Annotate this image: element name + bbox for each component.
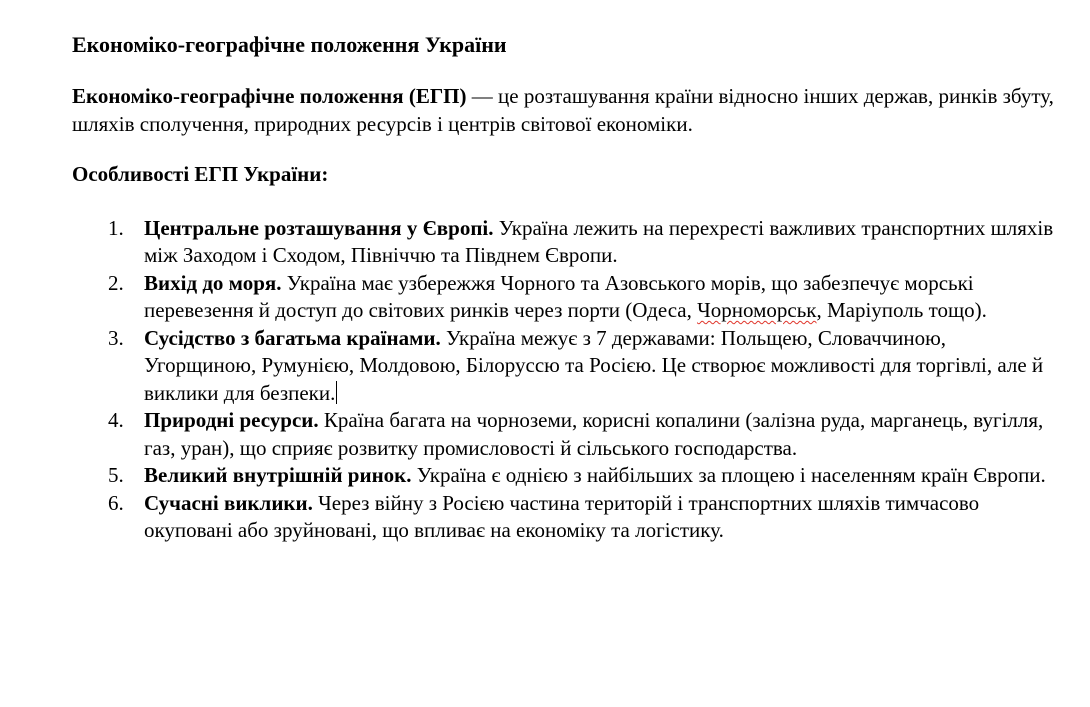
intro-term: Економіко-географічне положення (ЕГП) bbox=[72, 84, 467, 108]
document-title: Економіко-географічне положення України bbox=[72, 32, 507, 57]
list-item-title: Природні ресурси. bbox=[144, 408, 319, 432]
list-number: 4. bbox=[108, 408, 124, 432]
list-item-text: Країна багата на чорноземи, корисні копалини (залізна руда, марганець, вугілля, газ, уран), що сприяє розвитку промисловості й сільського господарства. bbox=[144, 408, 1044, 460]
list-item bbox=[72, 325, 1062, 408]
list-item bbox=[72, 407, 1062, 462]
list-number: 5. bbox=[108, 463, 124, 487]
list-item-title: Сучасні виклики. bbox=[144, 490, 313, 515]
spellcheck-flagged-word[interactable]: Чорноморськ bbox=[697, 298, 817, 322]
list-item-title: Центральне розташування у Європі. bbox=[144, 215, 494, 240]
list-number: 3. bbox=[108, 325, 124, 350]
document-page[interactable] bbox=[72, 30, 1062, 545]
list-item-text: Україна лежить на перехресті важливих транспортних шляхів між Заходом і Сходом, Північчю та Півднем Європи. bbox=[144, 215, 1054, 267]
features-list bbox=[72, 215, 1062, 545]
list-number: 1. bbox=[108, 215, 124, 240]
list-item-text-end: , Маріуполь тощо). bbox=[816, 298, 987, 322]
list-item-title: Сусідство з багатьма країнами. bbox=[144, 325, 441, 350]
list-item bbox=[72, 462, 1062, 490]
list-item bbox=[72, 490, 1062, 545]
text-cursor bbox=[336, 381, 337, 404]
list-item-text: Україна має узбережжя Чорного та Азовського морів, що забезпечує морські перевезення й доступ до світових ринків через порти (Одеса, bbox=[144, 270, 974, 322]
list-number: 2. bbox=[108, 270, 124, 295]
list-item-text: Україна межує з 7 державами: Польщею, Словаччиною, Угорщиною, Румунією, Молдовою, Білоруссю та Росією. Це створює можливості для торгівлі, але й виклики для безпеки. bbox=[144, 325, 1044, 405]
list-item-text: Через війну з Росією частина територій і транспортних шляхів тимчасово окуповані або зруйновані, що впливає на економіку та логістику. bbox=[144, 490, 980, 542]
list-item bbox=[72, 215, 1062, 270]
list-item bbox=[72, 270, 1062, 325]
list-number: 6. bbox=[108, 490, 124, 515]
list-item-title: Вихід до моря. bbox=[144, 270, 282, 295]
features-heading: Особливості ЕГП України: bbox=[72, 162, 329, 186]
list-item-text: Україна є однією з найбільших за площею і населенням країн Європи. bbox=[411, 463, 1046, 487]
list-item-title: Великий внутрішній ринок. bbox=[144, 463, 412, 487]
intro-definition: — це розташування країни відносно інших держав, ринків збуту, шляхів сполучення, природних ресурсів і центрів світової економіки. bbox=[72, 84, 1054, 136]
intro-paragraph bbox=[72, 83, 1062, 138]
